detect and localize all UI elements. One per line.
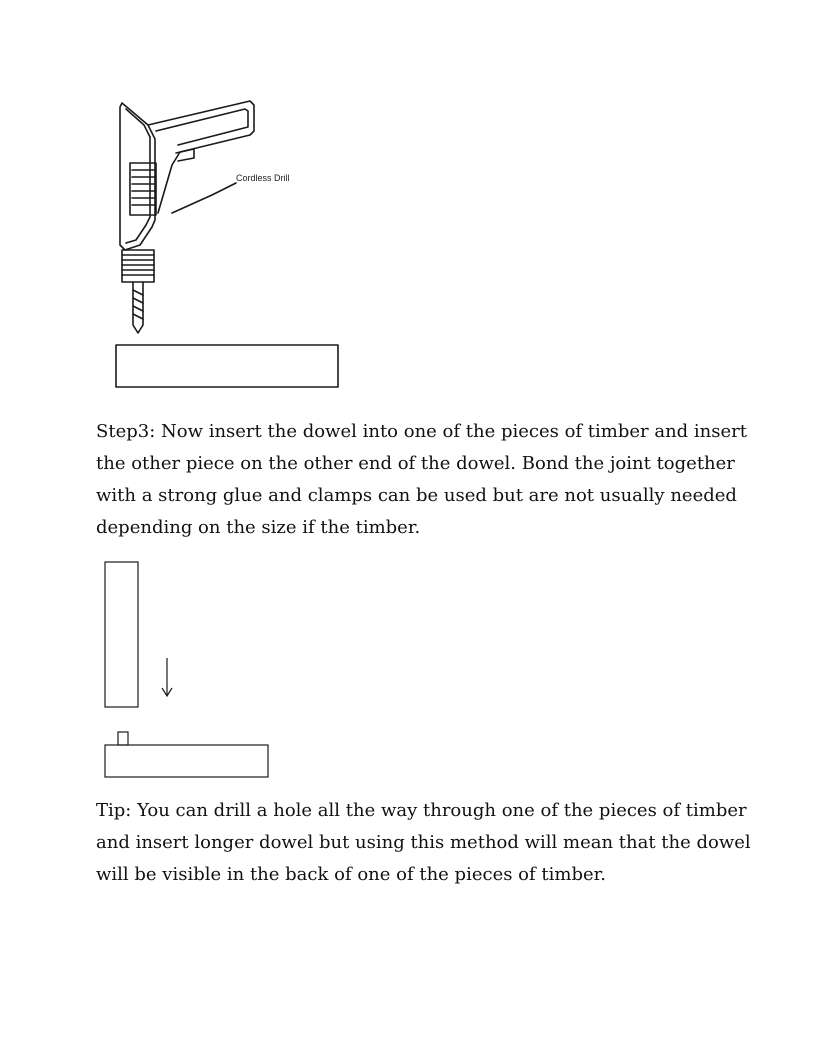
- drill-label: Cordless Drill: [236, 173, 290, 183]
- dowel: [118, 732, 128, 745]
- step3-paragraph: Step3: Now insert the dowel into one of the pieces of timber and insert the other piece on the other end of the dowel. Bond the joint together with a strong glue and clamps can be used but are not usually needed depending on the size if the timber.: [96, 421, 748, 538]
- base-timber: [105, 745, 268, 777]
- vent-panel: [130, 163, 156, 215]
- tip-paragraph: Tip: You can drill a hole all the way through one of the pieces of timber and insert longer dowel but using this method will mean that the dowel will be visible in the back of one of the pieces of timber.: [96, 800, 751, 885]
- drill-handle: [148, 101, 254, 213]
- label-leader: [172, 183, 236, 213]
- drill-illustration: [100, 95, 360, 395]
- upright-timber: [105, 562, 138, 707]
- dowel-joint-illustration: [100, 558, 280, 783]
- timber-block: [116, 345, 338, 387]
